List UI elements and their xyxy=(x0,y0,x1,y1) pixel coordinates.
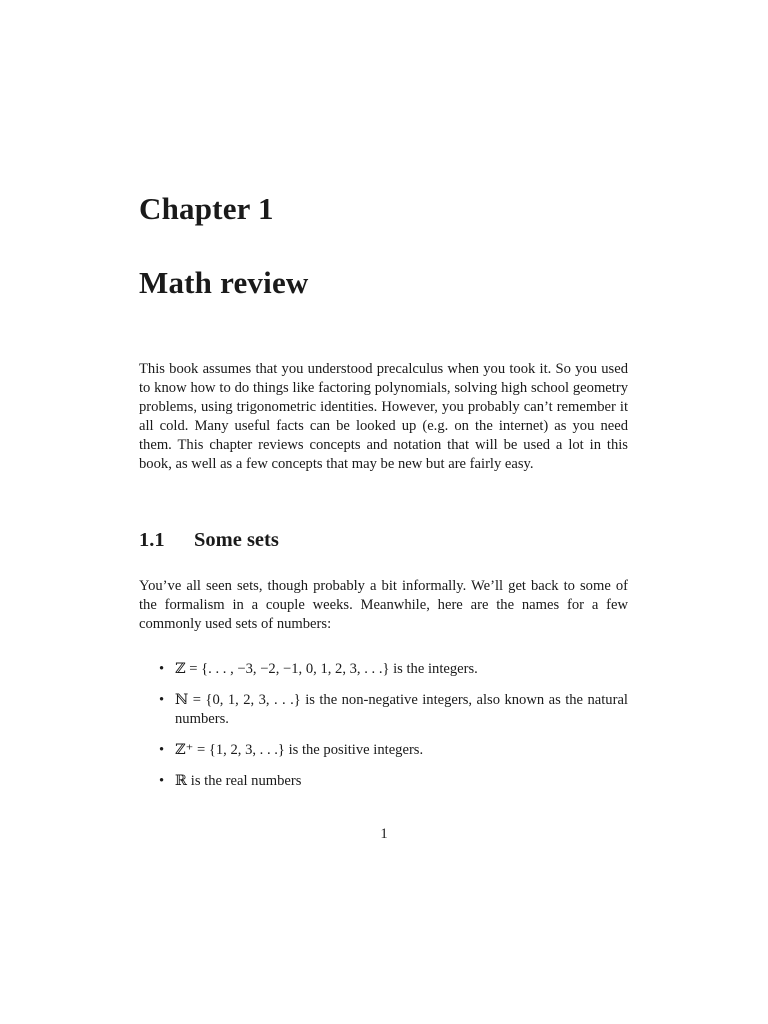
page-number: 1 xyxy=(380,826,388,842)
bullet-icon: • xyxy=(159,692,165,708)
list-item-text: ℕ = {0, 1, 2, 3, . . .} is the non-negative integers, also known as the natural numbers. xyxy=(175,692,628,727)
number-sets-list xyxy=(139,660,628,791)
intro-paragraph: This book assumes that you understood precalculus when you took it. So you used to know how to do things like factoring polynomials, solving high school geometry problems, using trigonometric identities. However, you probably can’t remember it all cold. Many useful facts can be looked up (e.g. on the internet) as you need them. This chapter reviews concepts and notation that will be used a lot in this book, as well as a few concepts that may be new but are fairly easy. xyxy=(139,361,628,472)
list-item-text: ℝ is the real numbers xyxy=(175,773,302,789)
list-item-text: ℤ⁺ = {1, 2, 3, . . .} is the positive integers. xyxy=(175,742,424,758)
section-number: 1.1 xyxy=(139,529,165,551)
list-item-text: ℤ = {. . . , −3, −2, −1, 0, 1, 2, 3, . . .} is the integers. xyxy=(175,661,478,677)
bullet-icon: • xyxy=(159,742,165,758)
section-paragraph: You’ve all seen sets, though probably a bit informally. We’ll get back to some of the formalism in a couple weeks. Meanwhile, here are the names for a few commonly used sets of numbers: xyxy=(139,578,628,632)
list-item-integers xyxy=(139,660,628,679)
list-item-naturals xyxy=(139,691,628,729)
list-item-reals xyxy=(139,772,628,791)
list-item-positive-integers xyxy=(139,741,628,760)
chapter-title: Math review xyxy=(139,265,309,300)
section-heading xyxy=(139,530,279,551)
section-title: Some sets xyxy=(194,529,279,551)
bullet-icon: • xyxy=(159,773,165,789)
bullet-icon: • xyxy=(159,661,165,677)
chapter-label: Chapter 1 xyxy=(139,191,274,226)
